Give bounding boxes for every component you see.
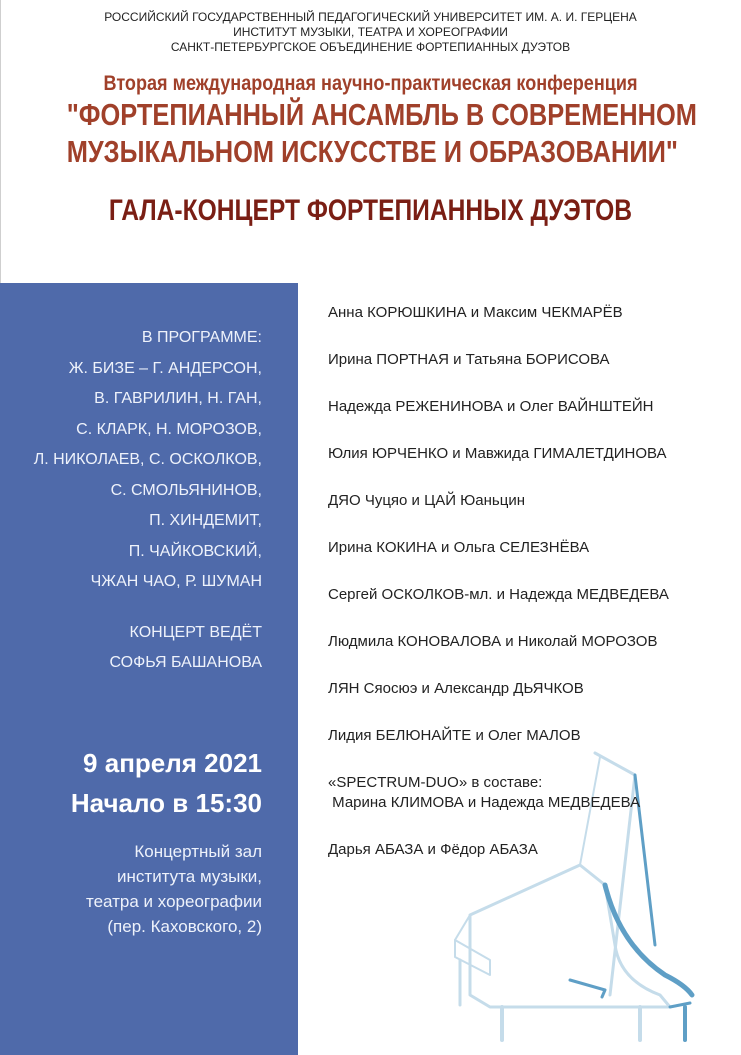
org-line-3: САНКТ-ПЕТЕРБУРГСКОЕ ОБЪЕДИНЕНИЕ ФОРТЕПИАННЫХ ДУЭТОВ	[170, 40, 571, 54]
ensemble-name: «SPECTRUM-DUO» в составе:	[328, 774, 543, 791]
poster-header	[0, 10, 741, 228]
venue-line: театра и хореографии	[86, 892, 262, 911]
info-panel	[0, 283, 298, 1055]
duo-list	[328, 303, 728, 887]
duo-item: Ирина КОКИНА и Ольга СЕЛЕЗНЁВА	[328, 539, 590, 556]
conference-subtitle: Вторая международная научно-практическая конференция	[103, 72, 638, 95]
host-info	[109, 618, 262, 678]
host-name: СОФЬЯ БАШАНОВА	[109, 654, 262, 671]
program-composer: С. СМОЛЬЯНИНОВ,	[110, 481, 262, 499]
duo-item: Анна КОРЮШКИНА и Максим ЧЕКМАРЁВ	[328, 304, 623, 321]
program-composer: С. КЛАРК, Н. МОРОЗОВ,	[76, 420, 262, 438]
duo-item: Лидия БЕЛЮНАЙТЕ и Олег МАЛОВ	[328, 727, 581, 744]
org-line-2: ИНСТИТУТ МУЗЫКИ, ТЕАТРА И ХОРЕОГРАФИИ	[233, 25, 508, 39]
concert-time: Начало в 15:30	[70, 788, 262, 818]
program-composer: П. ЧАЙКОВСКИЙ,	[128, 542, 262, 560]
duo-item: Юлия ЮРЧЕНКО и Мавжида ГИМАЛЕТДИНОВА	[328, 445, 667, 462]
program-composer: П. ХИНДЕМИТ,	[149, 512, 262, 529]
venue-info	[86, 839, 262, 939]
duo-item: Сергей ОСКОЛКОВ-мл. и Надежда МЕДВЕДЕВА	[328, 586, 669, 603]
conference-title-line-2: МУЗЫКАЛЬНОМ ИСКУССТВЕ И ОБРАЗОВАНИИ"	[66, 134, 678, 169]
duo-item-ensemble	[328, 773, 728, 824]
program-composer: ЧЖАН ЧАО, Р. ШУМАН	[90, 573, 262, 590]
concert-date: 9 апреля 2021	[83, 748, 262, 778]
duo-item: Надежда РЕЖЕНИНОВА и Олег ВАЙНШТЕЙН	[328, 398, 654, 415]
venue-line: института музыки,	[117, 867, 262, 886]
duo-item: Дарья АБАЗА и Фёдор АБАЗА	[328, 841, 538, 858]
program-composer: В. ГАВРИЛИН, Н. ГАН,	[94, 390, 262, 407]
duo-item: Людмила КОНОВАЛОВА и Николай МОРОЗОВ	[328, 633, 658, 650]
duo-item: ЛЯН Сяосюэ и Александр ДЬЯЧКОВ	[328, 680, 584, 697]
duo-item: Ирина ПОРТНАЯ и Татьяна БОРИСОВА	[328, 351, 610, 368]
duo-item: ДЯО Чуцяо и ЦАЙ Юаньцин	[328, 492, 525, 509]
date-time	[71, 743, 262, 823]
host-label: КОНЦЕРТ ВЕДЁТ	[129, 624, 262, 641]
program-heading: В ПРОГРАММЕ:	[141, 329, 262, 346]
ensemble-members: Марина КЛИМОВА и Надежда МЕДВЕДЕВА	[328, 794, 641, 811]
program-composer: Л. НИКОЛАЕВ, С. ОСКОЛКОВ,	[33, 451, 262, 468]
event-title: ГАЛА-КОНЦЕРТ ФОРТЕПИАННЫХ ДУЭТОВ	[108, 194, 633, 227]
conference-title-line-1: "ФОРТЕПИАННЫЙ АНСАМБЛЬ В СОВРЕМЕННОМ	[66, 97, 697, 132]
org-line-1: РОССИЙСКИЙ ГОСУДАРСТВЕННЫЙ ПЕДАГОГИЧЕСКИЙ УНИВЕРСИТЕТ ИМ. А. И. ГЕРЦЕНА	[104, 10, 637, 24]
venue-line: (пер. Каховского, 2)	[107, 917, 262, 936]
program-list	[34, 323, 262, 598]
program-composer: Ж. БИЗЕ – Г. АНДЕРСОН,	[68, 359, 262, 377]
venue-line: Концертный зал	[134, 842, 262, 861]
